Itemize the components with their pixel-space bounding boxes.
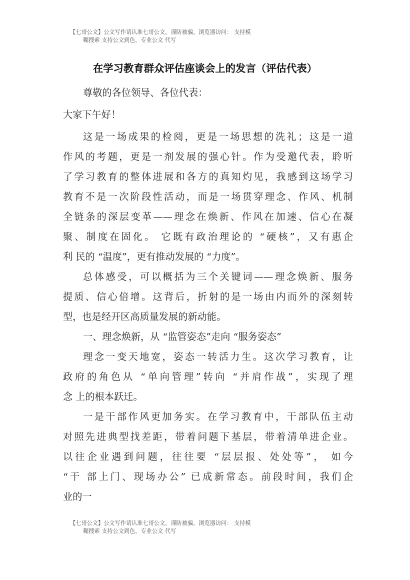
body-line: “干 部上门、现场办公” 已成新常态。前段时间，我们企: [63, 472, 353, 483]
header-line-1: 【七哥公文】公文写作请认准七哥公文，谨防被骗，浏览器访问： 支持模: [70, 30, 251, 36]
body-line: 以往企业遇到问题，往往要 “层层报、处处等”， 如今: [63, 452, 353, 463]
body-line: 全链条的深层变革——理念在焕新、作风在加速、信心在凝: [63, 212, 353, 223]
footer-line-1: 【七哥公文】公文写作请认准七哥公文，谨防被骗，浏览器访问： 支持模: [70, 521, 251, 527]
body-line: 念 上的根本跃迁。: [63, 392, 143, 403]
body-line: 一是干部作风更加务实。在学习教育中，干部队伍主动: [83, 412, 353, 423]
body-line: 作风的考题，更是一剂发展的强心针。作为受邀代表，聆听: [63, 152, 353, 163]
body-line: 教育不是一次阶段性活动，而是一场贯穿理念、作风、机制: [63, 192, 353, 203]
body-line: 了学习教育的整体进展和各方的真知灼见，我感到这场学习: [63, 172, 353, 183]
section-heading: 一、理念焕新，从 “监管姿态”走向 “服务姿态”: [83, 332, 282, 343]
header-line-2: 糊搜索 支持公文到色，专业公文 代写: [83, 38, 177, 44]
footer-line-2: 糊搜索 支持公文到色，专业公文 代写: [83, 529, 177, 535]
body-line: 总体感受，可以概括为三个关键词——理念焕新、服务: [83, 272, 353, 283]
body-line: 对照先进典型找差距，带着问题下基层，带着清单进企业。: [63, 432, 353, 443]
greeting: 大家下午好！: [63, 110, 121, 121]
body-line: 型，也是经开区高质量发展的新动能。: [63, 312, 227, 323]
body-line: 提质、信心倍增。这背后，折射的是一场由内而外的深刻转: [63, 292, 353, 303]
body-line: 业的一: [63, 492, 92, 503]
body-line: 聚、制度在固化。 它既有政治理论的 “硬核”，又有惠企: [63, 232, 353, 243]
document-title: 在学习教育群众评估座谈会上的发言（评估代表）: [92, 63, 318, 75]
body-line: 利 民的 “温度”，更有推动发展的 “力度”。: [63, 252, 246, 263]
page-footer: [70, 520, 320, 536]
body-line: 这是一场成果的检阅，更是一场思想的洗礼；这是一道: [83, 132, 353, 143]
body-line: 理念一变天地宽，姿态一转活力生。这次学习教育，让: [83, 352, 353, 363]
body-line: 政府的角色从 “单向管理”转向 “并肩作战”，实现了理: [63, 372, 353, 383]
page-header: [70, 29, 320, 45]
salutation: 尊敬的各位领导、各位代表：: [83, 88, 208, 99]
